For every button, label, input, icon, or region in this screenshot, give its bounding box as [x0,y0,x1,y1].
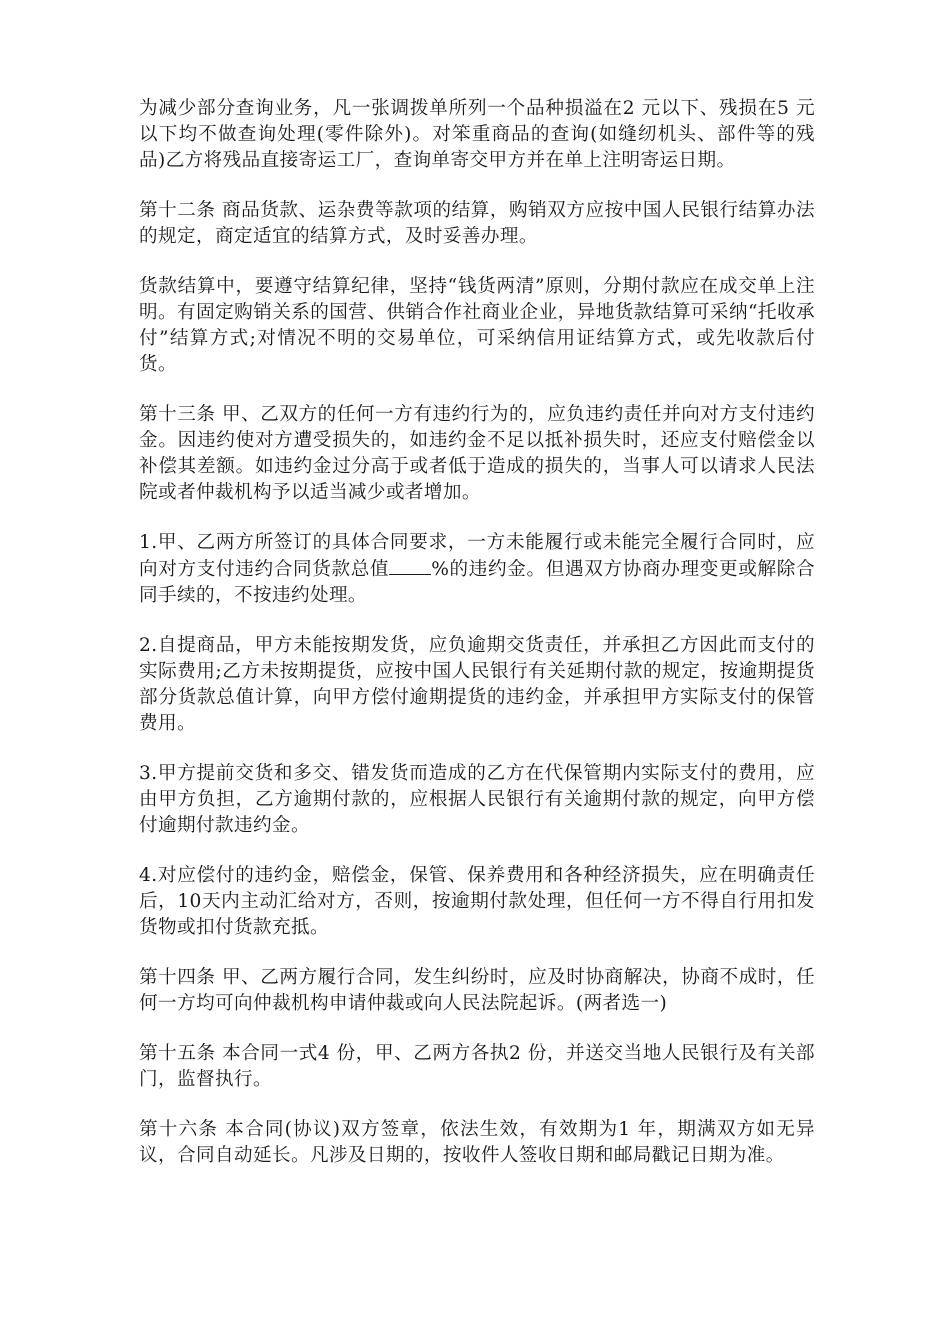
clause-1-text-before: 1.甲、乙两方所签订的具体合同要求，一方未能履行或未能完全履行合同时，应向对方支付违约合同货款总值 [139,532,815,580]
paragraph-clause-2: 2.自提商品，甲方未能按期发货，应负逾期交货责任，并承担乙方因此而支付的实际费用;乙方未按期提货，应按中国人民银行有关延期付款的规定，按逾期提货部分货款总值计算，向甲方偿付逾期提货的违约金，并承担甲方实际支付的保管费用。 [139,635,815,734]
paragraph-article-15: 第十五条 本合同一式4 份，甲、乙两方各执2 份，并送交当地人民银行及有关部门，监督执行。 [139,1043,815,1090]
clause-1-text-after: %的违约金。但遇双方协商办理变更或解除合同手续的，不按违约处理。 [139,559,816,606]
paragraph-inquiry-threshold: 为减少部分查询业务，凡一张调拨单所列一个品种损溢在2 元以下、残损在5 元以下均不做查询处理(零件除外)。对笨重商品的查询(如缝纫机头、部件等的残品)乙方将残品直接寄运工厂，查询单寄交甲方并在单上注明寄运日期。 [139,98,815,171]
paragraph-article-13: 第十三条 甲、乙双方的任何一方有违约行为的，应负违约责任并向对方支付违约金。因违约使对方遭受损失的，如违约金不足以抵补损失时，还应支付赔偿金以补偿其差额。如违约金过分高于或者低于造成的损失的，当事人可以请求人民法院或者仲裁机构予以适当减少或者增加。 [139,404,815,503]
paragraph-article-12: 第十二条 商品货款、运杂费等款项的结算，购销双方应按中国人民银行结算办法的规定，商定适宜的结算方式，及时妥善办理。 [139,200,815,247]
paragraph-clause-3: 3.甲方提前交货和多交、错发货而造成的乙方在代保管期内实际支付的费用，应由甲方负担，乙方逾期付款的，应根据人民银行有关逾期付款的规定，向甲方偿付逾期付款违约金。 [139,763,815,836]
penalty-percentage-blank [389,556,431,575]
paragraph-article-14: 第十四条 甲、乙两方履行合同，发生纠纷时，应及时协商解决，协商不成时，任何一方均可向仲裁机构申请仲裁或向人民法院起诉。(两者选一) [139,967,815,1014]
paragraph-settlement-discipline: 货款结算中，要遵守结算纪律，坚持“钱货两清”原则，分期付款应在成交单上注明。有固定购销关系的国营、供销合作社商业企业，异地货款结算可采纳“托收承付”结算方式;对情况不明的交易单位，可采纳信用证结算方式，或先收款后付货。 [139,276,815,375]
paragraph-article-16: 第十六条 本合同(协议)双方签章，依法生效，有效期为1 年，期满双方如无异议，合同自动延长。凡涉及日期的，按收件人签收日期和邮局戳记日期为准。 [139,1119,815,1166]
document-body [139,96,815,1193]
paragraph-clause-1 [139,530,815,609]
paragraph-clause-4: 4.对应偿付的违约金，赔偿金，保管、保养费用和各种经济损失，应在明确责任后，10天内主动汇给对方，否则，按逾期付款处理，但任何一方不得自行用扣发货物或扣付货款充抵。 [139,865,815,938]
